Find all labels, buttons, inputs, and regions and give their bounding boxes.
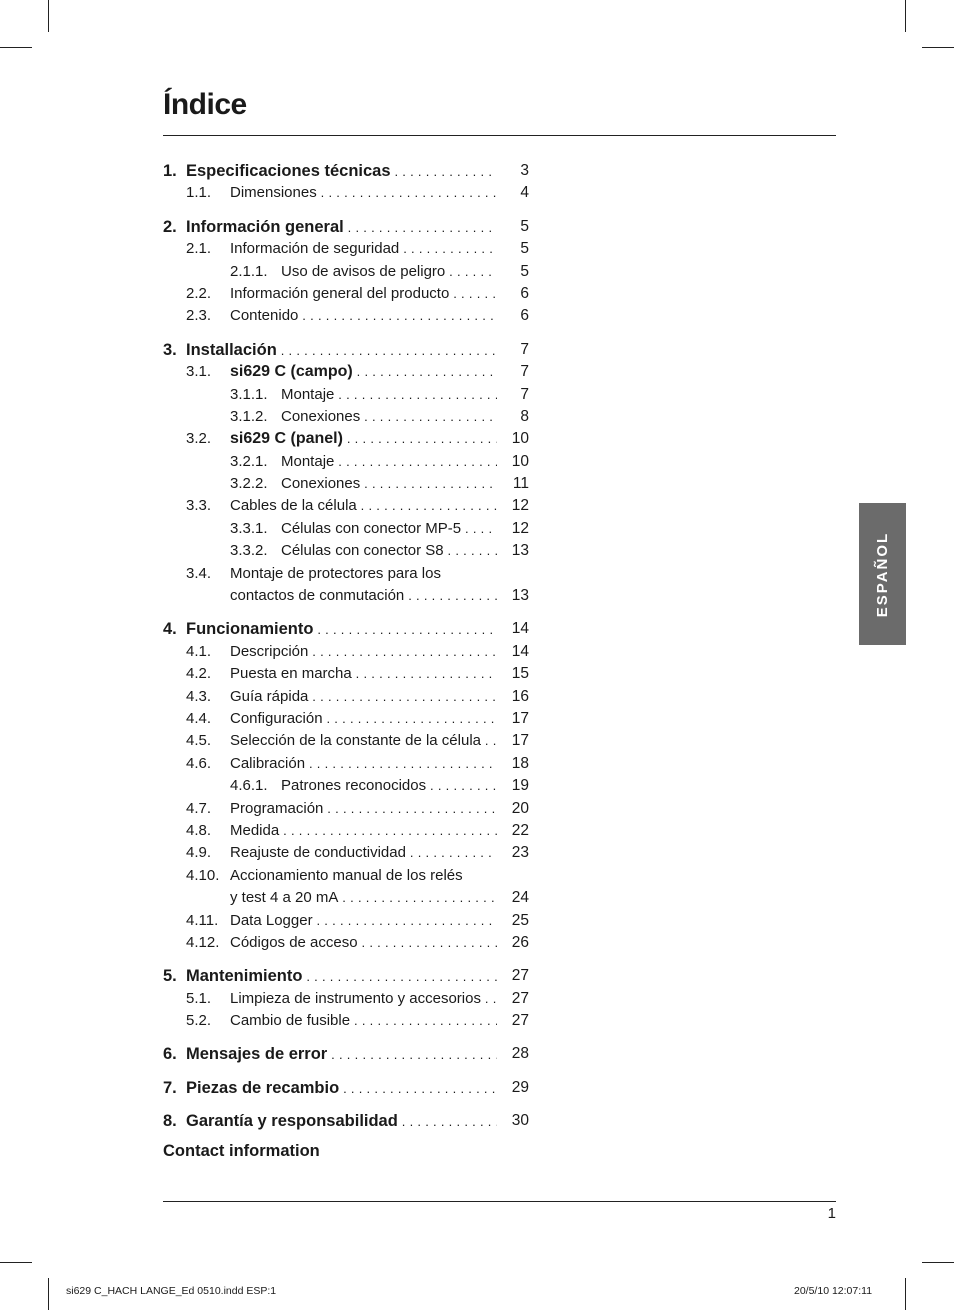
toc-entry[interactable]: 3. Installación . . . 7 xyxy=(163,339,533,361)
toc-entry[interactable]: 3.2.2. Conexiones . . . 11 xyxy=(163,473,533,495)
toc-entry[interactable]: 1. Especificaciones técnicas . . . 3 xyxy=(163,160,533,182)
crop-mark xyxy=(905,0,906,32)
print-slug-file: si629 C_HACH LANGE_Ed 0510.indd ESP:1 xyxy=(66,1285,277,1297)
language-tab xyxy=(859,503,906,645)
toc-entry[interactable]: 3.3.1. Células con conector MP-5 . . . 12 xyxy=(163,518,533,540)
crop-mark xyxy=(905,1278,906,1310)
table-of-contents xyxy=(163,160,533,1133)
toc-entry[interactable]: 4.6. Calibración . . . 18 xyxy=(163,753,533,775)
toc-entry[interactable]: 2.2. Información general del producto . . . 6 xyxy=(163,283,533,305)
toc-entry[interactable]: 5. Mantenimiento . . . 27 xyxy=(163,965,533,987)
toc-entry[interactable]: 2. Información general . . . 5 xyxy=(163,216,533,238)
print-slug-datetime: 20/5/10 12:07:11 xyxy=(794,1285,873,1297)
toc-entry[interactable]: 3.3.2. Células con conector S8 . . . 13 xyxy=(163,540,533,562)
toc-entry[interactable]: 8. Garantía y responsabilidad . . . 30 xyxy=(163,1110,533,1132)
crop-mark xyxy=(0,1262,32,1263)
toc-entry[interactable]: 3.4. Montaje de protectores para los xyxy=(186,564,441,582)
crop-mark xyxy=(0,47,32,48)
toc-entry[interactable]: 4.6.1. Patrones reconocidos . . . 19 xyxy=(163,775,533,797)
language-tab-label: ESPAÑOL xyxy=(874,531,891,617)
toc-entry[interactable]: 4.7. Programación . . . 20 xyxy=(163,798,533,820)
toc-entry[interactable]: y test 4 a 20 mA . . . 24 xyxy=(163,887,533,909)
toc-entry[interactable]: 4.11. Data Logger . . . 25 xyxy=(163,910,533,932)
toc-entry[interactable]: 7. Piezas de recambio . . . 29 xyxy=(163,1077,533,1099)
toc-entry[interactable]: 4.2. Puesta en marcha . . . 15 xyxy=(163,663,533,685)
toc-entry[interactable]: 2.1. Información de seguridad . . . 5 xyxy=(163,238,533,260)
toc-entry[interactable]: 5.2. Cambio de fusible . . . 27 xyxy=(163,1010,533,1032)
page-number: 1 xyxy=(827,1205,836,1222)
title-divider xyxy=(163,135,836,136)
toc-entry[interactable]: 2.3. Contenido . . . 6 xyxy=(163,305,533,327)
toc-entry[interactable]: contactos de conmutación . . . 13 xyxy=(163,585,533,607)
crop-mark xyxy=(48,0,49,32)
toc-entry[interactable]: 4.1. Descripción . . . 14 xyxy=(163,641,533,663)
footer-divider xyxy=(163,1201,836,1202)
toc-entry[interactable]: 3.2.1. Montaje . . . 10 xyxy=(163,451,533,473)
toc-entry[interactable]: 3.2. si629 C (panel) . . . 10 xyxy=(163,428,533,450)
toc-entry[interactable]: 4. Funcionamiento . . . 14 xyxy=(163,618,533,640)
toc-entry[interactable]: 5.1. Limpieza de instrumento y accesorios . . . 27 xyxy=(163,988,533,1010)
crop-mark xyxy=(922,47,954,48)
toc-entry[interactable]: 6. Mensajes de error . . . 28 xyxy=(163,1043,533,1065)
crop-mark xyxy=(48,1278,49,1310)
toc-entry[interactable]: 3.3. Cables de la célula . . . 12 xyxy=(163,495,533,517)
toc-entry[interactable]: 4.9. Reajuste de conductividad . . . 23 xyxy=(163,842,533,864)
toc-entry[interactable]: 1.1. Dimensiones . . . 4 xyxy=(163,182,533,204)
toc-entry[interactable]: 4.4. Configuración . . . 17 xyxy=(163,708,533,730)
toc-entry[interactable]: 4.5. Selección de la constante de la célula . . . 17 xyxy=(163,730,533,752)
toc-entry[interactable]: 4.10. Accionamiento manual de los relés xyxy=(186,866,463,884)
toc-entry[interactable]: 3.1. si629 C (campo) . . . 7 xyxy=(163,361,533,383)
toc-entry[interactable]: 4.12. Códigos de acceso . . . 26 xyxy=(163,932,533,954)
page-title: Índice xyxy=(163,88,247,121)
toc-entry[interactable]: 2.1.1. Uso de avisos de peligro . . . 5 xyxy=(163,261,533,283)
toc-entry[interactable]: 4.8. Medida . . . 22 xyxy=(163,820,533,842)
contact-information-link[interactable]: Contact information xyxy=(163,1142,320,1160)
toc-entry[interactable]: 3.1.2. Conexiones . . . 8 xyxy=(163,406,533,428)
toc-entry[interactable]: 4.3. Guía rápida . . . 16 xyxy=(163,686,533,708)
crop-mark xyxy=(922,1262,954,1263)
toc-entry[interactable]: 3.1.1. Montaje . . . 7 xyxy=(163,384,533,406)
